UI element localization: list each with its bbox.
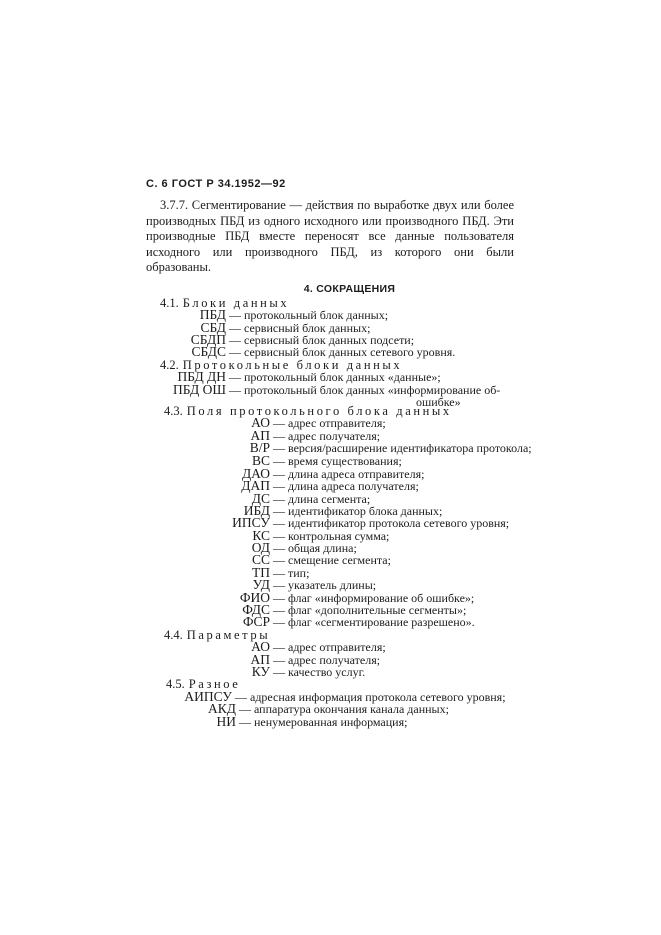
abbreviation-term: СБДП [190, 332, 226, 347]
abbreviation-dash: — [232, 690, 250, 704]
abbreviation-dash: — [270, 603, 288, 617]
abbreviation-definition: адресная информация протокола сетевого уровня; [250, 690, 506, 704]
subsection-number: 4.1. [160, 296, 179, 310]
abbreviation-entry [200, 308, 388, 322]
abbreviation-dash: — [270, 591, 288, 605]
subsection-number: 4.4. [164, 628, 183, 642]
abbreviation-definition: флаг «информирование об ошибке»; [288, 591, 475, 605]
abbreviation-entry [250, 441, 532, 455]
abbreviation-dash: — [226, 333, 244, 347]
abbreviation-term: ФДС [242, 602, 270, 617]
abbreviation-term: ДАП [241, 478, 270, 493]
abbreviation-entry [253, 578, 377, 592]
abbreviation-term: АП [250, 428, 270, 443]
abbreviation-definition: сервисный блок данных подсети; [244, 333, 415, 347]
abbreviation-dash: — [270, 541, 288, 555]
abbreviation-dash: — [270, 665, 288, 679]
abbreviation-definition: общая длина; [288, 541, 357, 555]
abbreviation-definition: адрес получателя; [288, 429, 381, 443]
abbreviation-dash: — [226, 383, 244, 397]
abbreviation-dash: — [270, 516, 288, 530]
abbreviation-definition: идентификатор блока данных; [288, 504, 443, 518]
section-heading: 4. СОКРАЩЕНИЯ [303, 283, 396, 295]
abbreviation-dash: — [270, 454, 288, 468]
abbreviation-definition: длина адреса получателя; [288, 479, 419, 493]
abbreviation-definition: версия/расширение идентификатора протокола; [288, 441, 532, 455]
abbreviation-definition: адрес отправителя; [288, 640, 386, 654]
page-header: С. 6 ГОСТ Р 34.1952—92 [146, 178, 286, 190]
abbreviation-definition: ненумерованная информация; [254, 715, 408, 729]
abbreviation-entry [232, 516, 509, 530]
abbreviation-term: ПБД [199, 307, 226, 322]
abbreviation-definition: адрес отправителя; [288, 416, 386, 430]
abbreviation-definition: длина адреса отправителя; [288, 467, 425, 481]
abbreviation-dash: — [270, 429, 288, 443]
abbreviation-dash: — [270, 653, 288, 667]
abbreviation-dash: — [270, 615, 288, 629]
abbreviation-dash: — [226, 308, 244, 322]
abbreviation-term: ПБД ОШ [173, 382, 226, 397]
intro-paragraph [146, 198, 514, 276]
abbreviation-definition: протокольный блок данных «данные»; [244, 370, 441, 384]
abbreviation-entry [252, 553, 391, 567]
abbreviation-dash: — [270, 553, 288, 567]
abbreviation-dash: — [270, 492, 288, 506]
abbreviation-term: СБД [200, 320, 226, 335]
abbreviation-entry [251, 640, 386, 654]
abbreviation-term: ФСР [242, 614, 270, 629]
abbreviation-term: ИПСУ [232, 515, 270, 530]
abbreviation-definition: время существования; [288, 454, 402, 468]
abbreviation-definition: указатель длины; [288, 578, 377, 592]
abbreviation-entry [243, 615, 475, 629]
abbreviation-definition: длина сегмента; [288, 492, 371, 506]
abbreviation-definition: тип; [288, 566, 310, 580]
abbreviation-dash: — [236, 702, 254, 716]
abbreviation-term: ИБД [243, 503, 270, 518]
abbreviation-dash: — [226, 345, 244, 359]
abbreviation-definition: адрес получателя; [288, 653, 381, 667]
abbreviation-dash: — [270, 566, 288, 580]
abbreviation-dash: — [270, 529, 288, 543]
abbreviation-definition: протокольный блок данных «информирование об- [244, 383, 501, 397]
abbreviation-term: УД [252, 577, 270, 592]
abbreviation-dash: — [236, 715, 254, 729]
abbreviation-dash: — [270, 467, 288, 481]
abbreviation-term: СС [251, 552, 270, 567]
abbreviation-term: АО [251, 415, 270, 430]
abbreviation-term: ПБД ДН [177, 369, 226, 384]
abbreviation-term: КС [252, 528, 270, 543]
abbreviation-definition: протокольный блок данных; [244, 308, 389, 322]
abbreviation-term: ФИО [239, 590, 270, 605]
abbreviation-term: ТП [252, 565, 270, 580]
abbreviation-entry [217, 715, 408, 729]
abbreviation-definition: идентификатор протокола сетевого уровня; [288, 516, 510, 530]
abbreviation-dash: — [270, 640, 288, 654]
abbreviation-term: ДС [251, 491, 270, 506]
subsection-label: Поля протокольного блока данных [186, 404, 452, 418]
abbreviation-dash: — [270, 479, 288, 493]
subsection-label: Параметры [186, 628, 271, 642]
abbreviation-dash: — [270, 504, 288, 518]
abbreviation-definition: флаг «сегментирование разрешено». [288, 615, 475, 629]
abbreviation-term: В/Р [249, 440, 270, 455]
abbreviation-term: АКД [208, 701, 236, 716]
abbreviation-term: КУ [251, 664, 270, 679]
abbreviation-dash: — [270, 416, 288, 430]
abbreviation-dash: — [270, 441, 288, 455]
subsection-number: 4.3. [164, 404, 183, 418]
abbreviation-entry [192, 345, 456, 359]
abbreviation-dash: — [226, 321, 244, 335]
subsection-label: Разное [188, 677, 241, 691]
subsection-number: 4.2. [160, 358, 179, 372]
abbreviation-term: АИПСУ [184, 689, 232, 704]
abbreviation-term: АП [250, 652, 270, 667]
abbreviation-term: ДАО [241, 466, 270, 481]
abbreviation-entry [251, 416, 386, 430]
abbreviation-definition: качество услуг. [288, 665, 366, 679]
subsection-label: Протокольные блоки данных [182, 358, 403, 372]
abbreviation-term: АО [251, 639, 270, 654]
abbreviation-definition: сервисный блок данных сетевого уровня. [244, 345, 456, 359]
abbreviation-term: НИ [216, 714, 236, 729]
abbreviation-entry [208, 702, 449, 716]
abbreviation-term: СБДС [191, 344, 226, 359]
definition-continuation: ошибке» [416, 395, 461, 409]
abbreviation-dash: — [270, 578, 288, 592]
abbreviation-entry [252, 454, 402, 468]
abbreviation-entry [252, 665, 366, 679]
intro-text: 3.7.7. Сегментирование — действия по выработке двух или более производных ПБД из одного исходного или производного ПБД. Эти производные ПБД вместе переносят все данные пользователя исходного или производного ПБД, из которого они были образованы. [146, 198, 514, 275]
subsection-label: Блоки данных [182, 296, 290, 310]
abbreviation-definition: флаг «дополнительные сегменты»; [288, 603, 467, 617]
subsection-number: 4.5. [166, 677, 185, 691]
abbreviation-definition: смещение сегмента; [288, 553, 391, 567]
abbreviation-definition: контрольная сумма; [288, 529, 390, 543]
abbreviation-definition: сервисный блок данных; [244, 321, 371, 335]
abbreviation-definition: аппаратура окончания канала данных; [254, 702, 449, 716]
abbreviation-term: ОД [251, 540, 270, 555]
abbreviation-dash: — [226, 370, 244, 384]
abbreviation-term: ВС [251, 453, 270, 468]
